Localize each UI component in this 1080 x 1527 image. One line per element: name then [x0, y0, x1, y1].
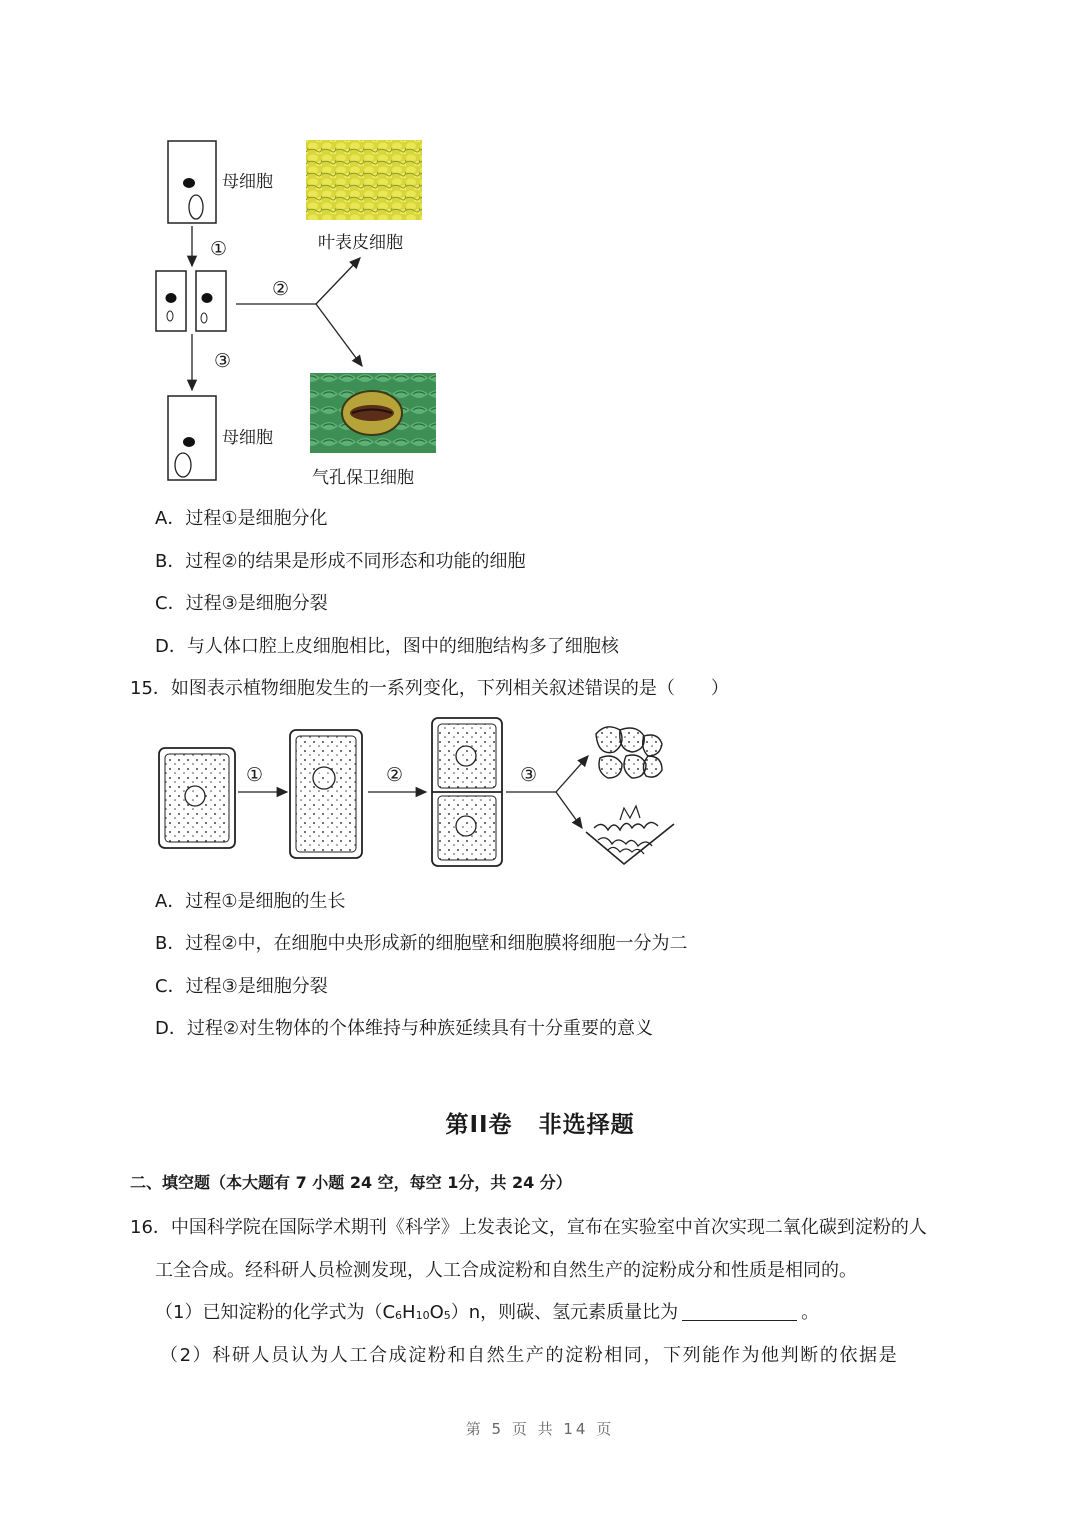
mother-cell-bottom [168, 396, 216, 480]
q16-sub1-end: 。 [801, 1302, 820, 1323]
q14-option-d: D．与人体口腔上皮细胞相比，图中的细胞结构多了细胞核 [155, 636, 619, 657]
q16-sub2: （2）科研人员认为人工合成淀粉和自然生产的淀粉相同，下列能作为他判断的依据是 [160, 1345, 899, 1366]
q16-stem-line1: 16．中国科学院在国际学术期刊《科学》上发表论文，宣布在实验室中首次实现二氧化碳到淀粉的人 [130, 1217, 927, 1238]
q16-sub1 [155, 1301, 819, 1328]
q15-option-a: A．过程①是细胞的生长 [155, 891, 346, 912]
q16-sub1-h: H [402, 1302, 416, 1323]
q15-option-b: B．过程②中，在细胞中央形成新的细胞壁和细胞膜将细胞一分为二 [155, 933, 688, 954]
plant-cell-change-diagram [150, 712, 690, 872]
part-title-type: 非选择题 [538, 1112, 635, 1138]
step-3-label: ③ [214, 350, 232, 372]
q16-stem-line2: 工全合成。经科研人员检测发现，人工合成淀粉和自然生产的淀粉成分和性质是相同的。 [155, 1260, 857, 1281]
q14-option-b: B．过程②的结果是形成不同形态和功能的细胞 [155, 551, 526, 572]
guard-cells-image [310, 373, 436, 453]
q16-sub1-text-2: ）n，则碳、氢元素质量比为 [450, 1302, 679, 1323]
fibrous-cell-tissue [586, 806, 674, 864]
divided-cells [432, 718, 502, 866]
mother-cell-bottom-label: 母细胞 [222, 428, 273, 448]
part-title [0, 1106, 1080, 1139]
q16-sub1-h-count: 10 [415, 1309, 430, 1322]
q15-step-3-label: ③ [520, 764, 538, 786]
q14-option-c: C．过程③是细胞分裂 [155, 593, 328, 614]
page-footer: 第 5 页 共 14 页 [465, 1420, 615, 1438]
daughter-cells [156, 271, 226, 331]
q15-step-2-label: ② [386, 764, 404, 786]
q15-option-d: D．过程②对生物体的个体维持与种族延续具有十分重要的意义 [155, 1018, 653, 1039]
q16-sub1-c-count: 6 [395, 1309, 403, 1322]
round-cell-tissue [596, 727, 662, 778]
leaf-epidermal-cells-image [306, 140, 422, 220]
leaf-epidermal-cell-label: 叶表皮细胞 [318, 233, 403, 253]
section-heading: 二、填空题（本大题有 7 小题 24 空，每空 1分，共 24 分） [130, 1173, 572, 1192]
step-1-label: ① [210, 238, 228, 260]
q15-stem: 15．如图表示植物细胞发生的一系列变化，下列相关叙述错误的是（ ） [130, 678, 729, 699]
guard-cell-label: 气孔保卫细胞 [312, 468, 414, 488]
grown-cell [290, 730, 362, 858]
small-cell [159, 748, 235, 848]
mother-cell-label: 母细胞 [222, 172, 273, 192]
q16-answer-blank[interactable] [682, 1302, 797, 1321]
mother-cell-top [168, 141, 216, 223]
q14-option-a: A．过程①是细胞分化 [155, 508, 328, 529]
q16-sub1-o-count: 5 [443, 1309, 451, 1322]
cell-differentiation-diagram [140, 130, 460, 500]
step-2-label: ② [272, 278, 290, 300]
part-title-volume: 第II卷 [445, 1112, 513, 1138]
q16-sub1-text: （1）已知淀粉的化学式为（C [155, 1302, 396, 1323]
q15-option-c: C．过程③是细胞分裂 [155, 976, 328, 997]
q15-step-1-label: ① [246, 764, 264, 786]
q16-sub1-o: O [429, 1302, 444, 1323]
